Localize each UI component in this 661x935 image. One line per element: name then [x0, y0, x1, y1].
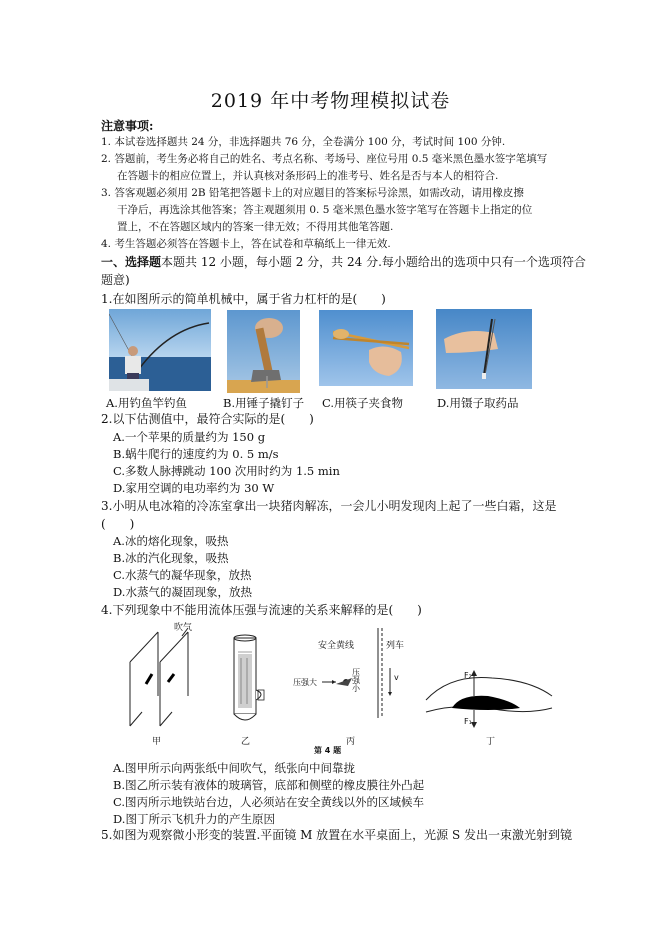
q2-stem: 2.以下估测值中，最符合实际的是( )	[101, 412, 314, 426]
notice-item-1: 1. 本试卷选择题共 24 分，非选择题共 76 分，全卷满分 100 分，考试时间 100 分钟.	[101, 136, 506, 148]
figure-label-pressure-small: 压强小	[351, 668, 361, 692]
section-text: 本题共 12 小题，每小题 2 分，共 24 分.每小题给出的选项中只有一个选项符合	[161, 255, 586, 269]
figure-label-pressure-big: 压强大	[293, 678, 317, 687]
q1-stem: 1.在如图所示的简单机械中，属于省力杠杆的是( )	[101, 292, 386, 306]
hammer-photo	[227, 310, 300, 393]
figure-jia-paper-sheets	[130, 628, 188, 726]
notice-heading: 注意事项:	[101, 119, 154, 133]
notice-item-3: 3. 答客观题必须用 2B 铅笔把答题卡上的对应题目的答案标号涂黑，如需改动，请用橡皮擦	[101, 187, 524, 199]
q3-option-d: D.水蒸气的凝固现象，放热	[113, 585, 252, 599]
q4-option-d: D.图丁所示飞机升力的产生原因	[113, 812, 275, 826]
figure-label-bing: 丙	[346, 737, 356, 747]
q1-option-b: B.用锤子撬钉子	[223, 396, 305, 410]
q3-stem: 3.小明从电冰箱的冷冻室拿出一块猪肉解冻，一会儿小明发现肉上起了一些白霜，这是	[101, 499, 557, 513]
page-title: 2019 年中考物理模拟试卷	[210, 90, 451, 112]
figure-label-yi: 乙	[241, 737, 251, 747]
figure-yi-glass-tube	[234, 635, 264, 720]
q4-option-a: A.图甲所示向两张纸中间吹气，纸张向中间靠拢	[113, 761, 355, 775]
q4-option-b: B.图乙所示装有液体的玻璃管，底部和侧壁的橡皮膜往外凸起	[113, 778, 425, 792]
q1-option-d: D.用镊子取药品	[437, 396, 519, 410]
q3-option-a: A.冰的熔化现象，吸热	[113, 534, 229, 548]
q4-option-c: C.图丙所示地铁站台边，人必须站在安全黄线以外的区域候车	[113, 795, 425, 809]
notice-item-4: 4. 考生答题必须答在答题卡上，答在试卷和草稿纸上一律无效.	[101, 238, 391, 250]
q3-option-c: C.水蒸气的凝华现象，放热	[113, 568, 252, 582]
q4-figure	[100, 618, 560, 756]
figure-label-f2: F₂	[464, 671, 472, 680]
section-heading-cont: 题意)	[101, 273, 130, 287]
figure-ding-wing	[426, 670, 552, 728]
q4-stem: 4.下列现象中不能用流体压强与流速的关系来解释的是( )	[101, 603, 422, 617]
q1-option-c: C.用筷子夹食物	[322, 396, 404, 410]
notice-item-2: 2. 答题前，考生务必将自己的姓名、考点名称、考场号、座位号用 0.5 毫米黑色墨水签字笔填写	[101, 153, 548, 165]
fishing-rod-photo	[109, 309, 211, 391]
figure-label-blow: 吹气	[174, 623, 193, 633]
figure-label-train: 列车	[386, 641, 405, 651]
section-heading	[101, 253, 586, 271]
q2-option-a: A.一个苹果的质量约为 150 g	[113, 430, 266, 444]
figure-label-safety-line: 安全黄线	[318, 641, 355, 651]
q3-stem-cont: ( )	[101, 517, 135, 531]
figure-label-v: v	[394, 673, 399, 682]
q3-option-b: B.冰的汽化现象，吸热	[113, 551, 229, 565]
q2-option-b: B.蜗牛爬行的速度约为 0. 5 m/s	[113, 447, 279, 461]
tweezers-photo	[436, 309, 532, 389]
notice-item-3-cont2: 置上，不在答题区域内的答案一律无效；不得用其他笔答题.	[117, 221, 394, 233]
figure-label-jia: 甲	[152, 737, 162, 747]
figure-label-ding: 丁	[486, 737, 496, 747]
figure-caption: 第 4 题	[314, 746, 342, 755]
q5-stem: 5.如图为观察微小形变的装置.平面镜 M 放置在水平桌面上，光源 S 发出一束激光射到镜	[101, 828, 573, 842]
q2-option-d: D.家用空调的电功率约为 30 W	[113, 481, 275, 495]
notice-item-3-cont: 干净后，再选涂其他答案；答主观题须用 0. 5 毫米黑色墨水签字笔写在答题卡上指定的位	[117, 204, 533, 216]
section-label: 一、选择题	[101, 255, 162, 269]
chopsticks-photo	[319, 310, 413, 386]
q1-option-a: A.用钓鱼竿钓鱼	[106, 396, 187, 410]
notice-item-2-cont: 在答题卡的相应位置上，并认真核对条形码上的准考号、姓名是否与本人的相符合.	[117, 170, 499, 182]
figure-label-f1: F₁	[464, 717, 472, 726]
q2-option-c: C.多数人脉搏跳动 100 次用时约为 1.5 min	[113, 464, 340, 478]
